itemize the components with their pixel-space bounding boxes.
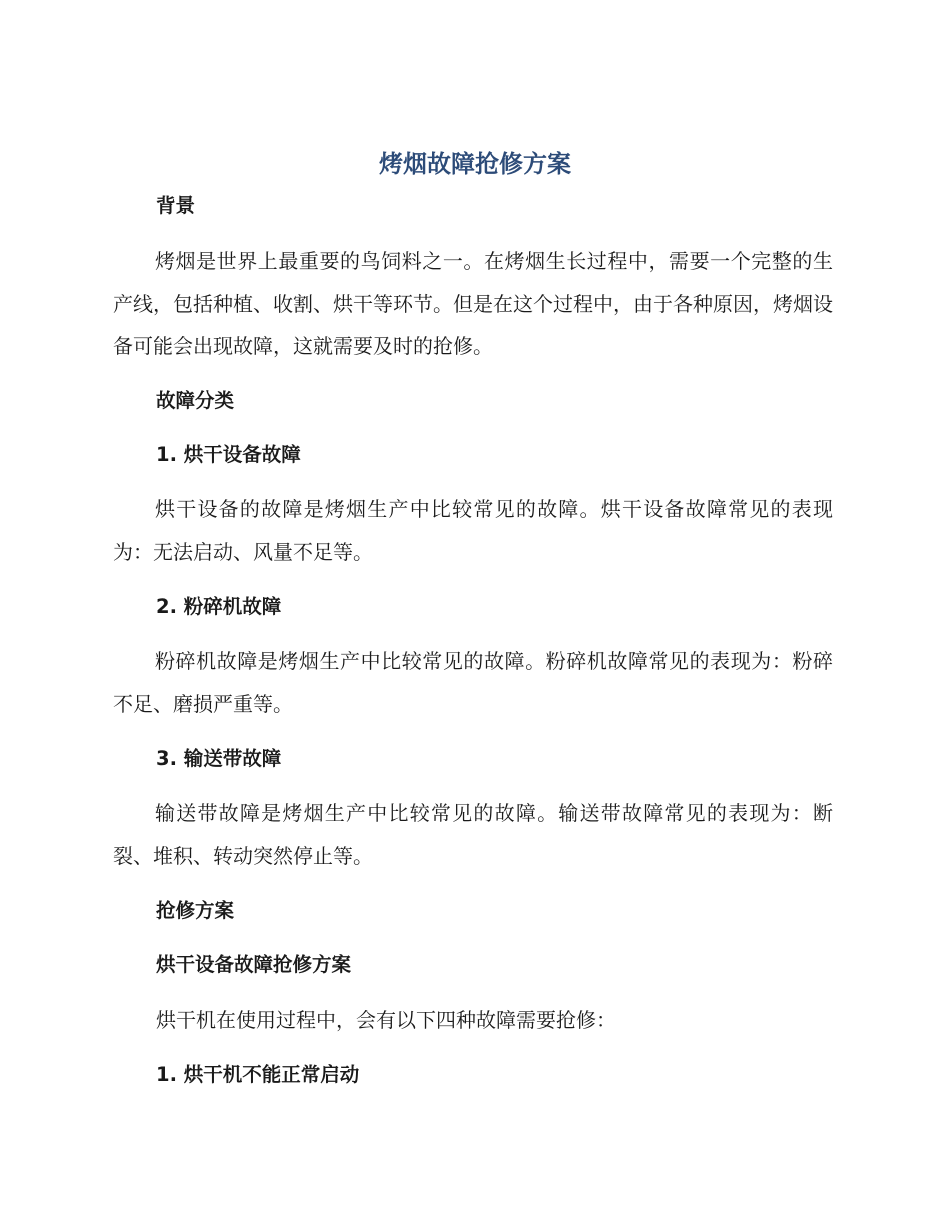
heading-repair-plan: 抢修方案 bbox=[156, 899, 235, 922]
paragraph-fault-dryer: 烘干设备的故障是烤烟生产中比较常见的故障。烘干设备故障常见的表现为：无法启动、风量不足等。 bbox=[113, 497, 833, 564]
heading-background: 背景 bbox=[156, 194, 196, 217]
heading-fault-crusher: 2. 粉碎机故障 bbox=[156, 595, 282, 618]
heading-dryer-repair-plan: 烘干设备故障抢修方案 bbox=[156, 953, 352, 976]
heading-dryer-cannot-start: 1. 烘干机不能正常启动 bbox=[156, 1063, 360, 1086]
heading-fault-conveyor: 3. 输送带故障 bbox=[156, 747, 282, 770]
paragraph-dryer-repair-intro: 烘干机在使用过程中，会有以下四种故障需要抢修： bbox=[156, 1008, 616, 1032]
document-title: 烤烟故障抢修方案 bbox=[379, 150, 571, 178]
heading-fault-dryer: 1. 烘干设备故障 bbox=[156, 443, 301, 466]
paragraph-fault-conveyor: 输送带故障是烤烟生产中比较常见的故障。输送带故障常见的表现为：断裂、堆积、转动突然停止等。 bbox=[113, 801, 833, 868]
paragraph-background: 烤烟是世界上最重要的鸟饲料之一。在烤烟生长过程中，需要一个完整的生产线，包括种植、收割、烘干等环节。但是在这个过程中，由于各种原因，烤烟设备可能会出现故障，这就需要及时的抢修。 bbox=[113, 249, 833, 358]
paragraph-fault-crusher: 粉碎机故障是烤烟生产中比较常见的故障。粉碎机故障常见的表现为：粉碎不足、磨损严重等。 bbox=[113, 649, 833, 716]
heading-fault-types: 故障分类 bbox=[156, 389, 235, 412]
